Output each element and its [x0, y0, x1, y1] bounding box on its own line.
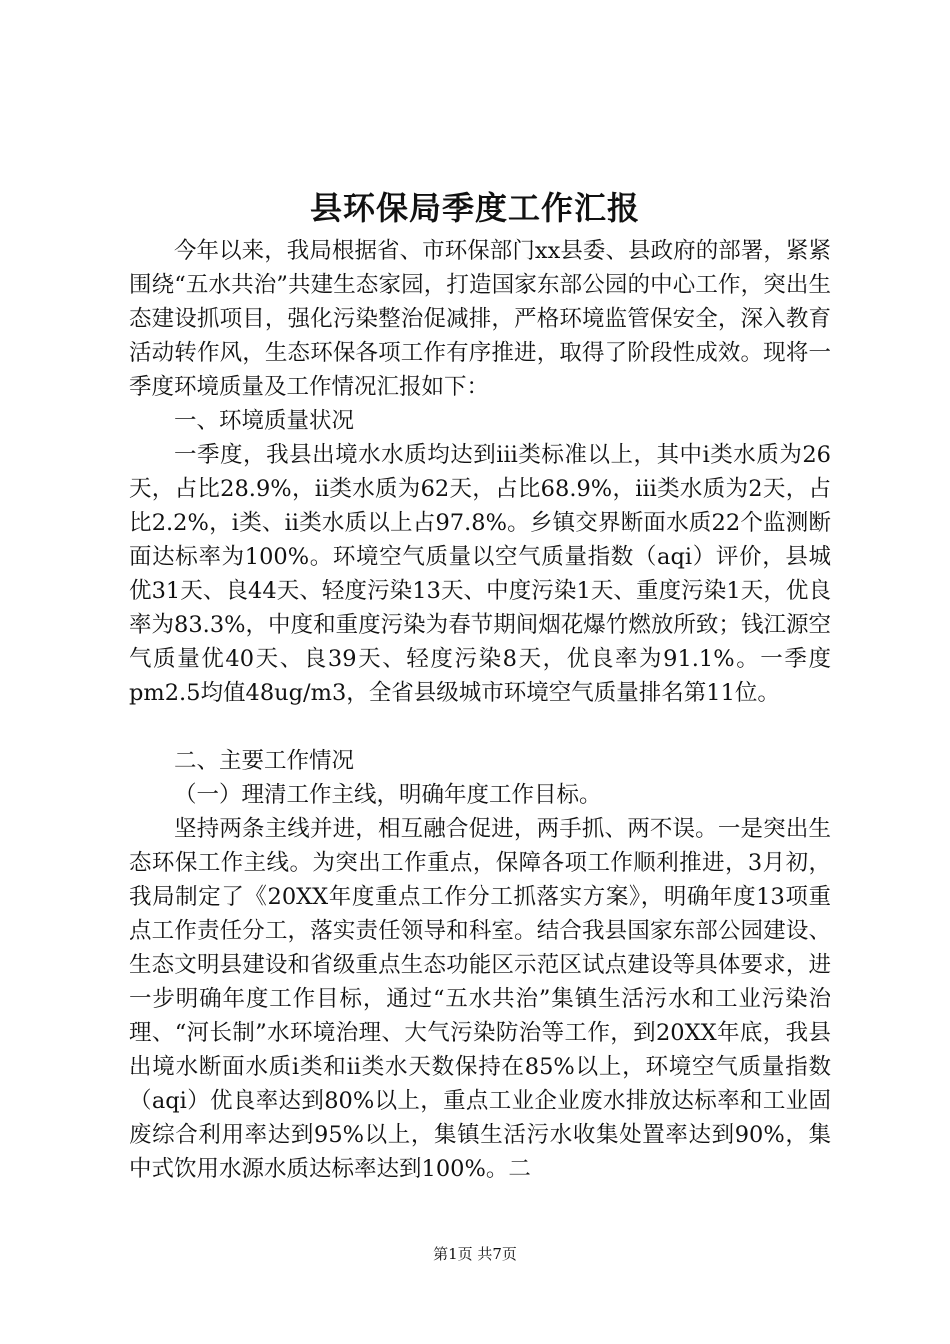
- document-body: [129, 234, 831, 1186]
- blank-line: [129, 710, 831, 744]
- work-detail-paragraph: 坚持两条主线并进，相互融合促进，两手抓、两不误。一是突出生态环保工作主线。为突出工作重点，保障各项工作顺利推进，3月初，我局制定了《20XX年度重点工作分工抓落实方案》，明确年度13项重点工作责任分工，落实责任领导和科室。结合我县国家东部公园建设、生态文明县建设和省级重点生态功能区示范区试点建设等具体要求，进一步明确年度工作目标，通过“五水共治”集镇生活污水和工业污染治理、“河长制”水环境治理、大气污染防治等工作，到20XX年底，我县出境水断面水质i类和ii类水天数保持在85%以上，环境空气质量指数（aqi）优良率达到80%以上，重点工业企业废水排放达标率和工业固废综合利用率达到95%以上，集镇生活污水收集处置率达到90%，集中式饮用水源水质达标率达到100%。二: [129, 816, 831, 1182]
- environment-quality-paragraph: 一季度，我县出境水水质均达到iii类标准以上，其中i类水质为26天，占比28.9%，ii类水质为62天，占比68.9%，iii类水质为2天，占比2.2%，i类、ii类水质以上占97.8%。乡镇交界断面水质22个监测断面达标率为100%。环境空气质量以空气质量指数（aqi）评价，县城优31天、良44天、轻度污染13天、中度污染1天、重度污染1天，优良率为83.3%，中度和重度污染为春节期间烟花爆竹燃放所致；钱江源空气质量优40天、良39天、轻度污染8天，优良率为91.1%。一季度pm2.5均值48ug/m3，全省县级城市环境空气质量排名第11位。: [129, 442, 831, 706]
- section-heading-work: 二、主要工作情况: [174, 748, 355, 774]
- page-footer: 第1页 共7页: [433, 1245, 517, 1263]
- subsection-heading-1: （一）理清工作主线，明确年度工作目标。: [174, 782, 602, 808]
- document-title: 县环保局季度工作汇报: [309, 189, 640, 227]
- section-heading-environment: 一、环境质量状况: [174, 408, 355, 434]
- intro-paragraph: 今年以来，我局根据省、市环保部门xx县委、县政府的部署，紧紧围绕“五水共治”共建生态家园，打造国家东部公园的中心工作，突出生态建设抓项目，强化污染整治促减排，严格环境监管保安全，深入教育活动转作风，生态环保各项工作有序推进，取得了阶段性成效。现将一季度环境质量及工作情况汇报如下：: [129, 238, 831, 400]
